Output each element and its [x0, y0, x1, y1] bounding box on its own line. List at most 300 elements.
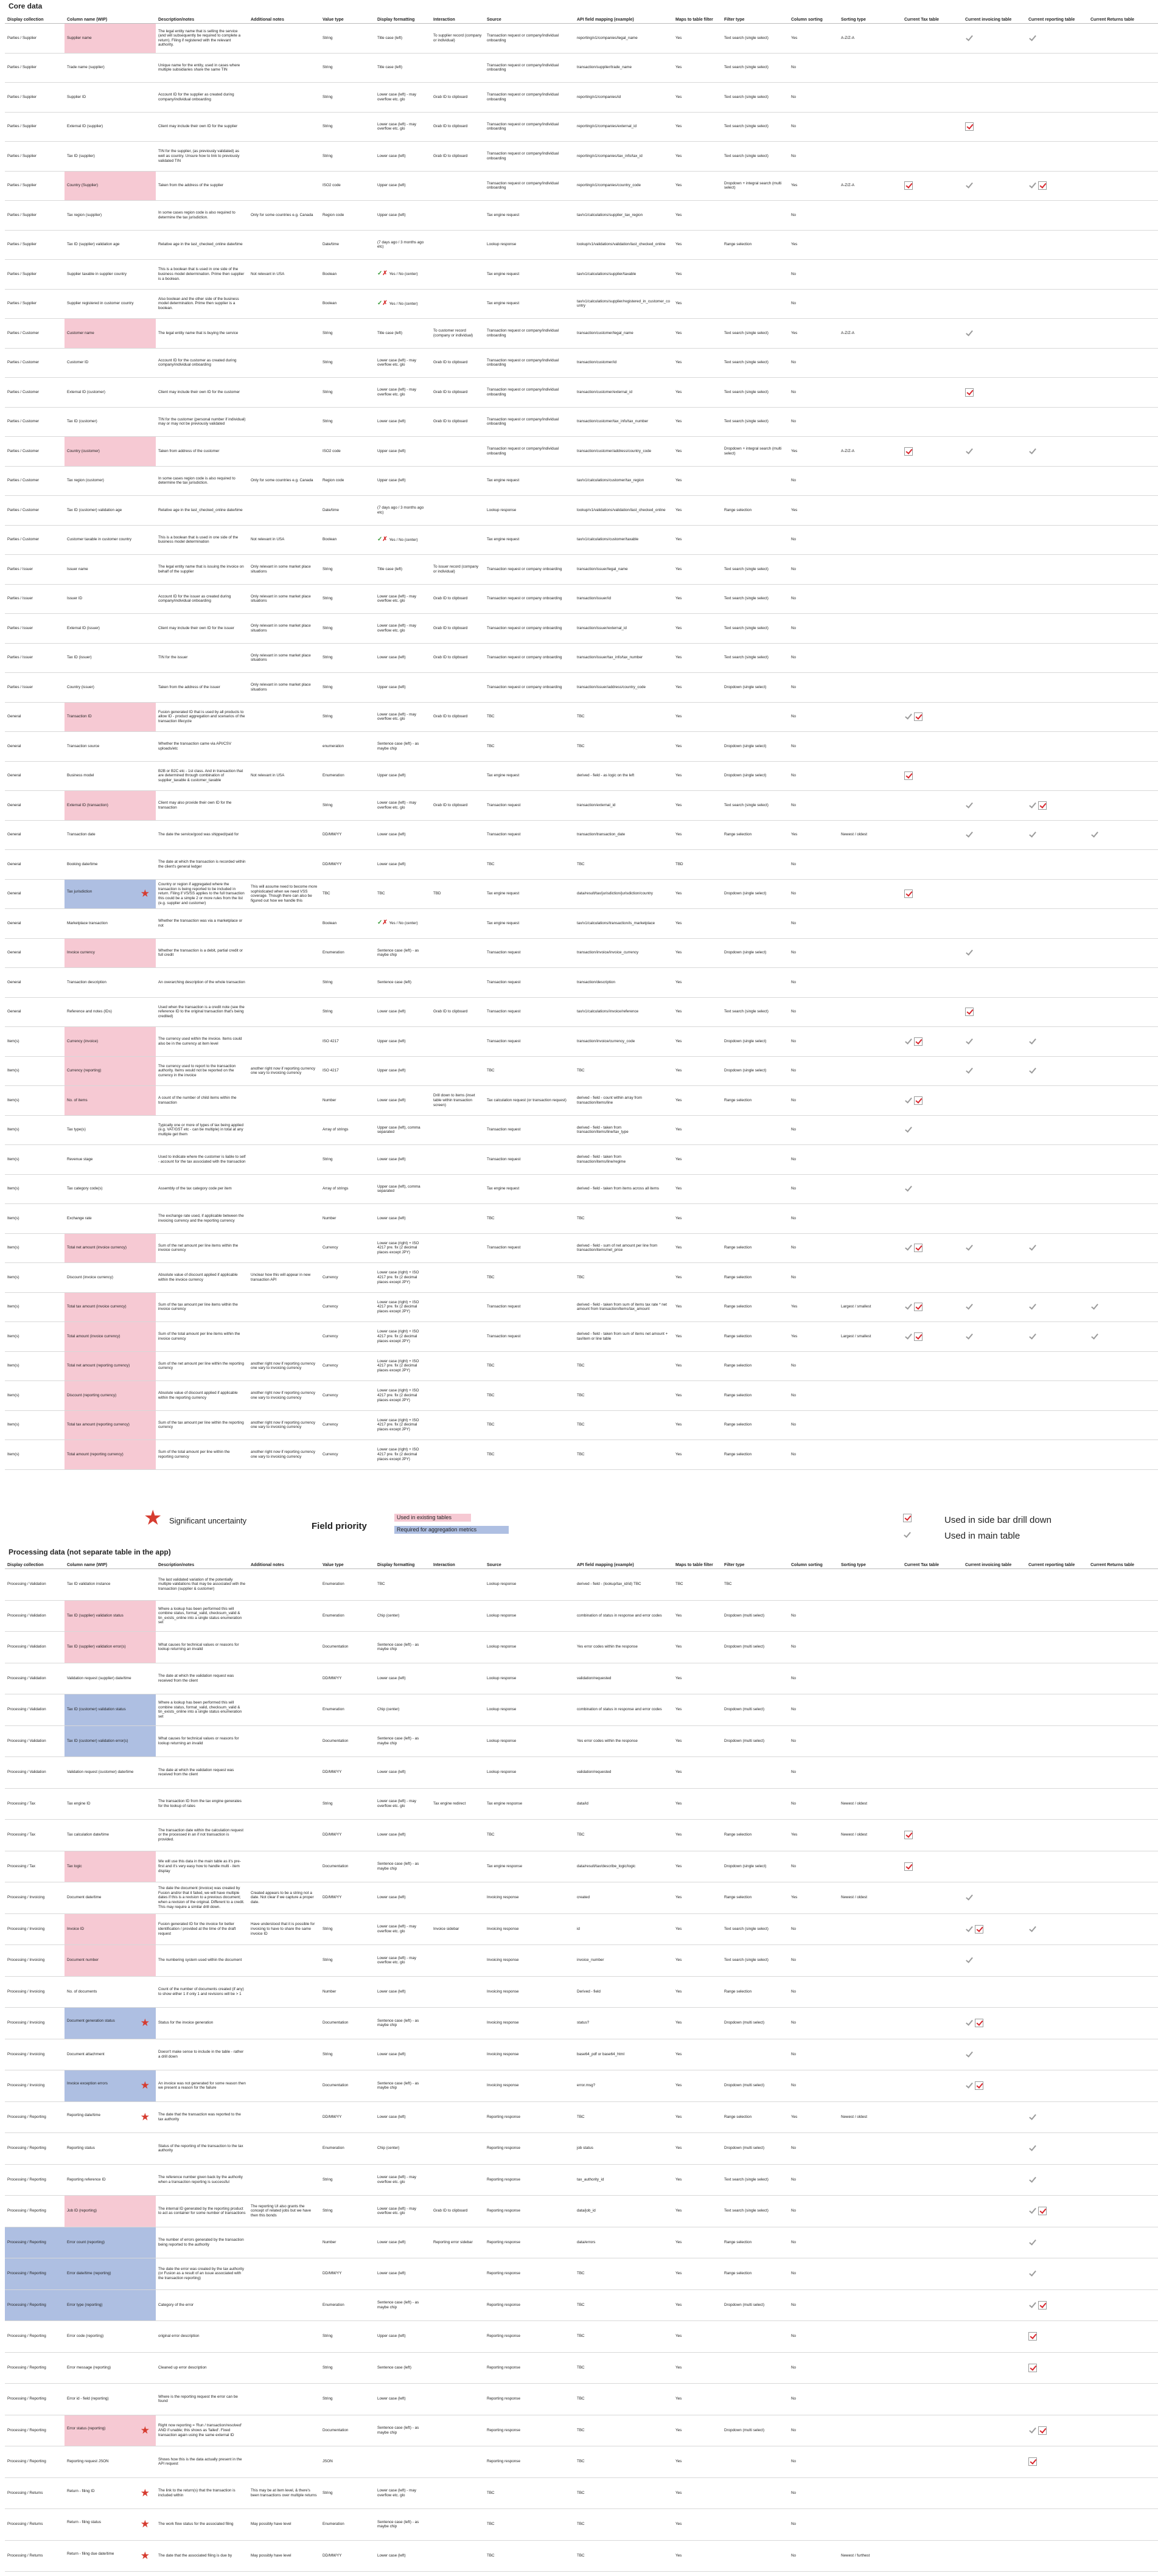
table-row[interactable]	[5, 1820, 1158, 1851]
table-cell	[839, 142, 902, 172]
cell-text: Dropdown (single select)	[724, 1039, 767, 1043]
table-cell	[673, 1632, 722, 1663]
table-cell	[789, 112, 839, 142]
table-row[interactable]	[5, 820, 1158, 850]
cell-text: Invoicing response	[487, 1989, 519, 1994]
table-cell	[722, 614, 789, 644]
table-cell	[484, 938, 574, 968]
table-row[interactable]	[5, 112, 1158, 142]
table-cell	[839, 53, 902, 83]
table-row[interactable]	[5, 407, 1158, 437]
table-cell	[484, 1086, 574, 1116]
table-row[interactable]	[5, 1851, 1158, 1882]
table-cell	[839, 1820, 902, 1851]
drill-down-checkbox-icon	[1038, 2301, 1047, 2310]
cell-text: Range selection	[724, 1363, 752, 1368]
table-row[interactable]	[5, 1725, 1158, 1757]
cell-text: Document generation status	[67, 2019, 115, 2024]
cell-text: created	[577, 1895, 590, 1900]
table-cell	[156, 1820, 248, 1851]
table-row[interactable]	[5, 466, 1158, 496]
table-cell	[65, 2321, 156, 2353]
cell-text: Transaction request	[487, 950, 521, 955]
table-cell	[375, 1913, 431, 1945]
table-row[interactable]	[5, 2196, 1158, 2227]
cell-text: Range selection	[724, 1895, 752, 1900]
table-cell	[65, 1788, 156, 1820]
cell-text: Item(s)	[7, 1452, 19, 1457]
table-row[interactable]	[5, 1788, 1158, 1820]
table-row[interactable]	[5, 1292, 1158, 1322]
column-header: Display formatting	[375, 1558, 431, 1569]
table-row[interactable]	[5, 1757, 1158, 1789]
table-cell	[65, 1056, 156, 1086]
table-cell	[320, 1569, 375, 1601]
table-cell	[839, 2477, 902, 2509]
cell-text: Reporting response	[487, 2302, 520, 2307]
table-row[interactable]	[5, 2477, 1158, 2509]
column-header: Interaction	[431, 1558, 484, 1569]
table-check-cell	[963, 1725, 1026, 1757]
cell-text: The currency used within the invoice. Items could also be in the currency at item level	[158, 1037, 242, 1046]
table-check-cell	[963, 820, 1026, 850]
table-check-cell	[902, 1410, 963, 1440]
table-row[interactable]	[5, 555, 1158, 585]
main-table-check-icon	[965, 1893, 974, 1902]
table-cell	[839, 83, 902, 113]
table-cell	[5, 968, 65, 998]
table-cell	[839, 1913, 902, 1945]
table-cell	[5, 820, 65, 850]
table-row[interactable]	[5, 525, 1158, 555]
table-row[interactable]	[5, 643, 1158, 673]
cell-text: Lower case (left)	[377, 2553, 406, 2558]
table-row[interactable]	[5, 437, 1158, 467]
cell-text: Dropdown + integral search (multi select)	[724, 447, 782, 456]
table-cell	[320, 83, 375, 113]
table-cell	[722, 2008, 789, 2039]
table-row[interactable]	[5, 879, 1158, 909]
cell-text: TBC	[577, 1068, 585, 1073]
cell-text: String	[323, 655, 333, 660]
table-cell	[431, 1663, 484, 1694]
main-table-check-icon	[965, 1332, 974, 1341]
table-check-cell	[1088, 1174, 1158, 1204]
cell-text: Processing / Invoicing	[7, 2021, 45, 2025]
table-row[interactable]	[5, 1440, 1158, 1470]
table-check-cell	[902, 938, 963, 968]
table-row[interactable]	[5, 997, 1158, 1027]
table-cell	[673, 24, 722, 54]
cell-text: Tax engine ID	[67, 1801, 91, 1806]
cell-text: Parties / Supplier	[7, 301, 37, 306]
table-row[interactable]	[5, 938, 1158, 968]
table-row[interactable]	[5, 1027, 1158, 1057]
cell-text: TBC	[577, 1452, 585, 1457]
cell-text: Tax ID (customer) validation status	[67, 1707, 126, 1712]
table-row[interactable]	[5, 1056, 1158, 1086]
cell-text: No	[791, 2302, 797, 2307]
cell-text: Yes	[675, 625, 682, 630]
table-cell	[789, 938, 839, 968]
table-cell	[375, 1145, 431, 1175]
table-cell	[789, 791, 839, 821]
table-cell	[156, 1600, 248, 1632]
table-cell	[431, 1381, 484, 1411]
table-cell	[156, 702, 248, 732]
table-cell	[839, 673, 902, 703]
table-cell	[431, 201, 484, 231]
column-header: Current reporting table	[1026, 12, 1088, 24]
table-row[interactable]	[5, 909, 1158, 939]
table-cell	[248, 850, 320, 880]
main-table-check-icon	[1028, 801, 1037, 810]
table-row[interactable]	[5, 2101, 1158, 2133]
cell-text: Dropdown (single select)	[724, 743, 767, 748]
cell-text: Enumeration	[323, 2146, 344, 2151]
table-cell	[673, 289, 722, 319]
column-header: Display formatting	[375, 12, 431, 24]
table-check-cell	[1088, 2227, 1158, 2258]
table-row[interactable]	[5, 1976, 1158, 2008]
table-row[interactable]	[5, 614, 1158, 644]
cell-text: Lookup response	[487, 1707, 517, 1712]
table-cell	[156, 761, 248, 791]
table-cell	[320, 938, 375, 968]
table-check-cell	[963, 1600, 1026, 1632]
table-row[interactable]	[5, 1174, 1158, 1204]
table-row[interactable]	[5, 201, 1158, 231]
table-row[interactable]	[5, 1663, 1158, 1694]
table-cell	[248, 2070, 320, 2102]
cell-text: Reporting response	[487, 2209, 520, 2213]
cell-text: Text search (single select)	[724, 389, 769, 394]
table-row[interactable]	[5, 230, 1158, 260]
cell-text: Yes	[675, 2490, 682, 2495]
table-row[interactable]	[5, 732, 1158, 762]
table-cell	[431, 230, 484, 260]
cell-text: Only relevant in some market place situations	[251, 653, 311, 663]
cell-text: String	[323, 596, 333, 601]
table-row[interactable]	[5, 496, 1158, 526]
table-check-cell	[1026, 1820, 1088, 1851]
table-check-cell	[902, 2133, 963, 2165]
drill-down-checkbox-icon	[1028, 2332, 1037, 2341]
table-row[interactable]	[5, 2509, 1158, 2541]
table-row[interactable]	[5, 171, 1158, 201]
cell-text: String	[323, 2490, 333, 2495]
cell-text: DD/MM/YY	[323, 862, 342, 866]
table-check-cell	[1026, 1263, 1088, 1293]
cell-text: Transaction request or company onboarding	[487, 596, 562, 601]
cell-text: Transaction request	[487, 1039, 521, 1043]
table-cell	[789, 2321, 839, 2353]
table-cell	[156, 791, 248, 821]
cell-text: Yes	[791, 1833, 798, 1837]
table-row[interactable]	[5, 761, 1158, 791]
table-cell	[320, 437, 375, 467]
table-cell	[673, 584, 722, 614]
table-cell	[248, 1174, 320, 1204]
table-row[interactable]	[5, 1322, 1158, 1352]
table-cell	[5, 1945, 65, 1977]
table-row[interactable]	[5, 2039, 1158, 2070]
table-row[interactable]	[5, 1233, 1158, 1263]
table-cell	[375, 673, 431, 703]
table-cell	[574, 407, 673, 437]
table-cell	[789, 2289, 839, 2321]
table-cell	[320, 289, 375, 319]
table-cell	[156, 2446, 248, 2478]
table-row[interactable]	[5, 24, 1158, 54]
table-row[interactable]	[5, 1913, 1158, 1945]
table-cell	[5, 378, 65, 408]
table-check-cell	[1026, 584, 1088, 614]
table-cell	[574, 1322, 673, 1352]
table-row[interactable]	[5, 1086, 1158, 1116]
table-cell	[789, 525, 839, 555]
table-check-cell	[963, 2321, 1026, 2353]
table-row[interactable]	[5, 1410, 1158, 1440]
table-cell	[839, 201, 902, 231]
table-check-cell	[1088, 614, 1158, 644]
table-cell	[65, 437, 156, 467]
table-check-cell	[1026, 2039, 1088, 2070]
table-row[interactable]	[5, 968, 1158, 998]
table-row[interactable]	[5, 2289, 1158, 2321]
table-cell	[722, 1027, 789, 1057]
table-cell	[789, 2540, 839, 2572]
table-cell	[722, 1725, 789, 1757]
table-cell	[320, 496, 375, 526]
table-check-cell	[1026, 260, 1088, 290]
main-table-check-icon	[1090, 1332, 1099, 1341]
cell-text: Yes	[675, 1186, 682, 1191]
table-cell	[722, 496, 789, 526]
cell-text: No	[791, 1645, 797, 1649]
table-row[interactable]	[5, 1145, 1158, 1175]
cell-text: Text search (single select)	[724, 419, 769, 424]
table-row[interactable]	[5, 1381, 1158, 1411]
table-row[interactable]	[5, 83, 1158, 113]
cell-text: Yes	[675, 2428, 682, 2432]
table-row[interactable]	[5, 2164, 1158, 2196]
table-row[interactable]	[5, 2446, 1158, 2478]
table-cell	[5, 555, 65, 585]
table-row[interactable]	[5, 702, 1158, 732]
main-table-check-icon	[965, 1037, 974, 1046]
table-cell	[839, 466, 902, 496]
table-row[interactable]	[5, 1569, 1158, 1601]
cell-text: Number	[323, 1098, 337, 1102]
table-cell	[65, 525, 156, 555]
table-cell	[375, 1694, 431, 1726]
table-cell	[248, 2039, 320, 2070]
cell-text: Documentation	[323, 2021, 349, 2025]
table-cell	[156, 555, 248, 585]
table-row[interactable]	[5, 289, 1158, 319]
table-row[interactable]	[5, 1632, 1158, 1663]
table-row[interactable]	[5, 2321, 1158, 2353]
table-cell	[839, 1440, 902, 1470]
table-row[interactable]	[5, 1694, 1158, 1726]
main-table-check-icon	[1028, 2426, 1037, 2435]
table-check-cell	[1026, 1145, 1088, 1175]
table-row[interactable]	[5, 2070, 1158, 2102]
table-row[interactable]	[5, 1600, 1158, 1632]
table-cell	[320, 1600, 375, 1632]
table-cell	[484, 525, 574, 555]
table-cell	[5, 83, 65, 113]
table-cell	[375, 24, 431, 54]
table-cell	[431, 791, 484, 821]
cell-text: Transaction request or company/individual onboarding	[487, 122, 559, 131]
table-check-cell	[902, 466, 963, 496]
table-cell	[789, 820, 839, 850]
cell-text: Also boolean and the other side of the business model determination. Prime then supplier is a boolean.	[158, 296, 239, 311]
table-row[interactable]	[5, 378, 1158, 408]
cell-text: This is a boolean that is used in one side of the business model determination. Prime then supplier is a boolean.	[158, 267, 245, 281]
cell-text: Sentence case (left) - as maybe chip	[377, 742, 419, 751]
table-row[interactable]	[5, 53, 1158, 83]
drill-down-checkbox-icon	[914, 1096, 923, 1105]
table-cell	[673, 348, 722, 378]
table-cell	[789, 1663, 839, 1694]
table-row[interactable]	[5, 791, 1158, 821]
cell-text: Tax engine request	[487, 921, 520, 925]
table-cell	[156, 2540, 248, 2572]
table-cell	[839, 2352, 902, 2384]
table-cell	[789, 437, 839, 467]
cell-text: Boolean	[323, 301, 337, 306]
cell-text: String	[323, 360, 333, 365]
table-row[interactable]	[5, 2008, 1158, 2039]
cell-text: Job ID (reporting)	[67, 2209, 97, 2213]
table-check-cell	[963, 1056, 1026, 1086]
table-cell	[574, 2227, 673, 2258]
table-row[interactable]	[5, 1882, 1158, 1914]
table-cell	[248, 2540, 320, 2572]
table-cell	[431, 1204, 484, 1234]
table-check-cell	[1088, 850, 1158, 880]
table-cell	[5, 24, 65, 54]
table-cell	[65, 2133, 156, 2165]
cell-text: Range selection	[724, 1393, 752, 1398]
cell-text: Processing / Validation	[7, 1582, 46, 1587]
table-row[interactable]	[5, 1351, 1158, 1381]
table-cell	[320, 2039, 375, 2070]
cell-text: Tax engine response	[487, 1801, 523, 1806]
table-cell	[484, 201, 574, 231]
table-cell	[484, 1440, 574, 1470]
cell-text: No	[791, 389, 797, 394]
cell-text: Largest / smallest	[841, 1334, 871, 1338]
table-check-cell	[1088, 1851, 1158, 1882]
cell-text: another right now if reporting currency one vary to invoicing currency	[251, 1420, 316, 1430]
table-row[interactable]	[5, 584, 1158, 614]
table-cell	[484, 2289, 574, 2321]
table-cell	[375, 1600, 431, 1632]
table-row[interactable]	[5, 2133, 1158, 2165]
table-row[interactable]	[5, 2258, 1158, 2290]
cell-text: Invoicing response	[487, 1926, 519, 1931]
column-header: Additional notes	[248, 1558, 320, 1569]
table-cell	[248, 1663, 320, 1694]
table-cell	[839, 1027, 902, 1057]
cell-text: No	[791, 360, 797, 365]
table-cell	[320, 1882, 375, 1914]
table-check-cell	[1088, 909, 1158, 939]
table-cell	[248, 879, 320, 909]
table-cell	[320, 230, 375, 260]
table-cell	[320, 2196, 375, 2227]
table-check-cell	[1026, 142, 1088, 172]
table-check-cell	[1026, 2133, 1088, 2165]
table-check-cell	[1026, 171, 1088, 201]
table-cell	[248, 2384, 320, 2415]
uncertainty-star-icon: ★	[140, 2017, 150, 2029]
table-cell	[156, 1569, 248, 1601]
table-cell	[375, 496, 431, 526]
table-row[interactable]	[5, 2415, 1158, 2446]
table-cell	[839, 1569, 902, 1601]
table-row[interactable]	[5, 673, 1158, 703]
table-row[interactable]	[5, 260, 1158, 290]
table-cell	[431, 1233, 484, 1263]
table-check-cell	[1026, 791, 1088, 821]
table-cell	[431, 1913, 484, 1945]
table-cell	[574, 525, 673, 555]
table-check-cell	[1026, 2196, 1088, 2227]
cell-text: Tax engine request	[487, 301, 520, 306]
table-cell	[5, 1233, 65, 1263]
table-row[interactable]	[5, 1115, 1158, 1145]
table-row[interactable]	[5, 2227, 1158, 2258]
cell-text: No	[791, 2490, 797, 2495]
table-cell	[320, 1027, 375, 1057]
table-row[interactable]	[5, 1263, 1158, 1293]
cell-text: Transaction date	[67, 832, 96, 837]
table-cell	[248, 1115, 320, 1145]
table-cell	[673, 1204, 722, 1234]
table-cell	[574, 2008, 673, 2039]
table-row[interactable]	[5, 850, 1158, 880]
cell-text: Dropdown (multi select)	[724, 1707, 765, 1712]
cell-text: Number	[323, 1989, 337, 1994]
table-cell	[320, 260, 375, 290]
cell-text: Yes	[675, 1613, 682, 1618]
table-row[interactable]	[5, 2540, 1158, 2572]
table-row[interactable]	[5, 2352, 1158, 2384]
cell-text: Tax ID (customer)	[67, 419, 97, 424]
table-cell	[484, 2384, 574, 2415]
main-table-check-icon	[1028, 1925, 1037, 1934]
table-cell	[431, 2164, 484, 2196]
table-row[interactable]	[5, 2384, 1158, 2415]
table-row[interactable]	[5, 1945, 1158, 1977]
table-cell	[431, 968, 484, 998]
table-check-cell	[902, 702, 963, 732]
table-row[interactable]	[5, 1204, 1158, 1234]
cell-text: Yes	[675, 242, 682, 247]
table-check-cell	[902, 1913, 963, 1945]
cell-text: Processing / Reporting	[7, 2240, 46, 2244]
cell-text: Dropdown (single select)	[724, 1864, 767, 1868]
table-row[interactable]	[5, 142, 1158, 172]
table-cell	[5, 2446, 65, 2478]
table-row[interactable]	[5, 319, 1158, 349]
table-row[interactable]	[5, 348, 1158, 378]
